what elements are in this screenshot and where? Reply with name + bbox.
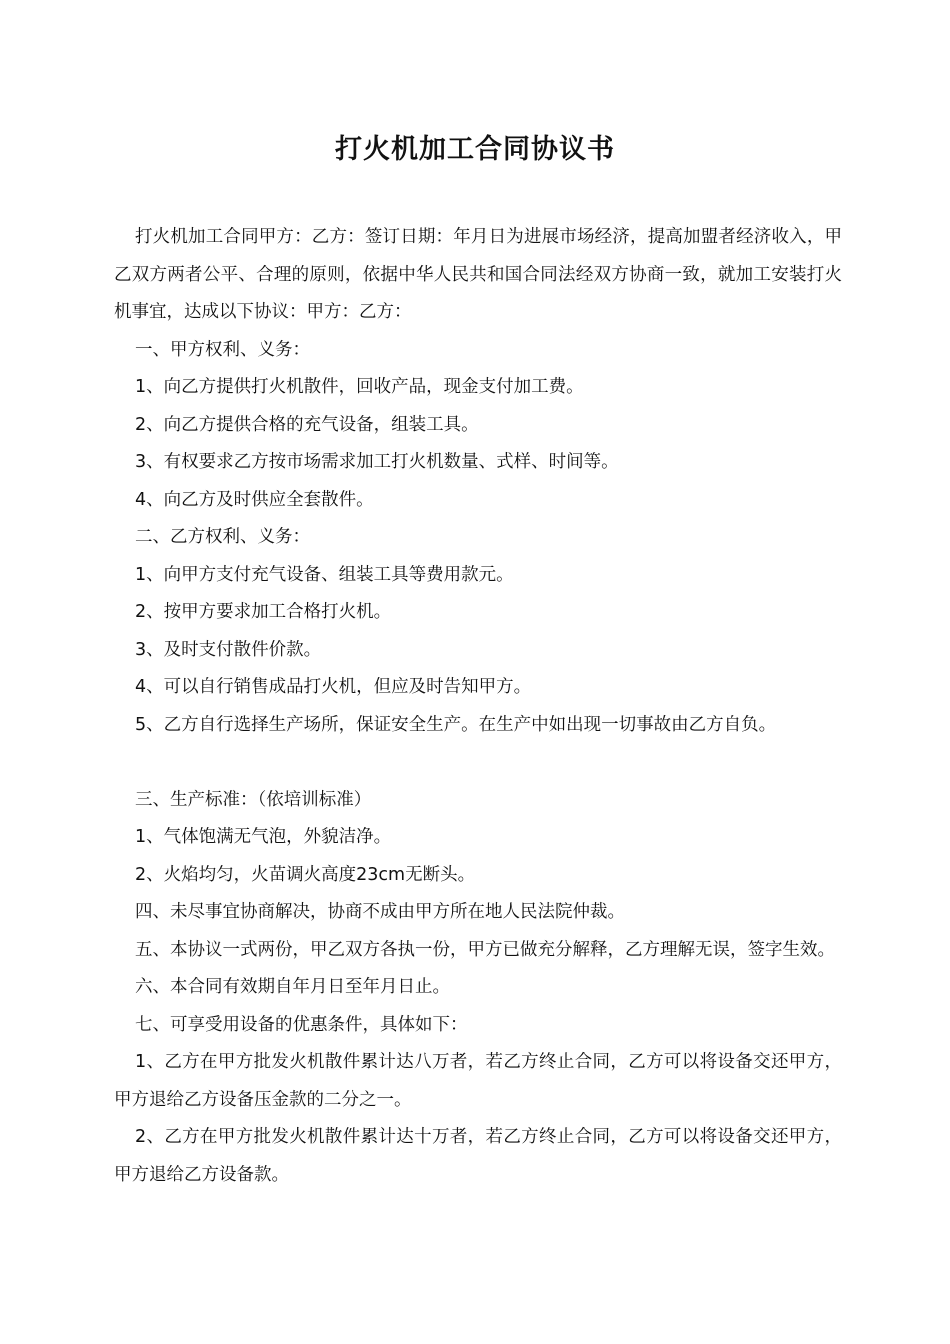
section-heading: 四、未尽事宜协商解决，协商不成由甲方所在地人民法院仲裁。 [135, 902, 625, 922]
clause-item: 2、向乙方提供合格的充气设备，组装工具。 [135, 414, 479, 435]
clause-item: 4、可以自行销售成品打火机，但应及时告知甲方。 [135, 677, 532, 697]
clause-item: 3、有权要求乙方按市场需求加工打火机数量、式样、时间等。 [135, 452, 619, 472]
clause-item: 1、气体饱满无气泡，外貌洁净。 [135, 827, 392, 847]
document-title: 打火机加工合同协议书 [335, 134, 615, 165]
section-heading: 一、甲方权利、义务： [135, 339, 310, 360]
section-heading: 二、乙方权利、义务： [135, 527, 310, 547]
clause-item: 1、向甲方支付充气设备、组装工具等费用款元。 [135, 564, 514, 585]
section-heading: 七、可享受用设备的优惠条件，具体如下： [135, 1014, 468, 1035]
section-heading: 六、本合同有效期自年月日至年月日止。 [135, 977, 450, 997]
section-heading: 三、生产标准：（依培训标准） [135, 789, 372, 810]
clause-item: 4、向乙方及时供应全套散件。 [135, 489, 374, 510]
paragraph-spacer [114, 744, 842, 782]
section-heading: 五、本协议一式两份，甲乙双方各执一份，甲方已做充分解释，乙方理解无误，签字生效。 [135, 939, 835, 960]
clause-item: 5、乙方自行选择生产场所，保证安全生产。在生产中如出现一切事故由乙方自负。 [135, 714, 777, 735]
clause-item: 2、火焰均匀，火苗调火高度23cm无断头。 [135, 864, 476, 885]
clause-item: 1、向乙方提供打火机散件，回收产品，现金支付加工费。 [135, 377, 584, 397]
clause-item: 2、按甲方要求加工合格打火机。 [135, 602, 392, 622]
clause-item: 3、及时支付散件价款。 [135, 639, 322, 660]
clause-item: 1、乙方在甲方批发火机散件累计达八万者，若乙方终止合同，乙方可以将设备交还甲方，甲方退给乙方设备压金款的二分之一。 [114, 1052, 842, 1110]
document-body [114, 219, 842, 1194]
clause-item: 2、乙方在甲方批发火机散件累计达十万者，若乙方终止合同，乙方可以将设备交还甲方，甲方退给乙方设备款。 [114, 1127, 842, 1185]
intro-paragraph: 打火机加工合同甲方：乙方：签订日期：年月日为进展市场经济，提高加盟者经济收入，甲乙双方两者公平、合理的原则，依据中华人民共和国合同法经双方协商一致，就加工安装打火机事宜，达成以下协议：甲方：乙方： [114, 227, 842, 322]
